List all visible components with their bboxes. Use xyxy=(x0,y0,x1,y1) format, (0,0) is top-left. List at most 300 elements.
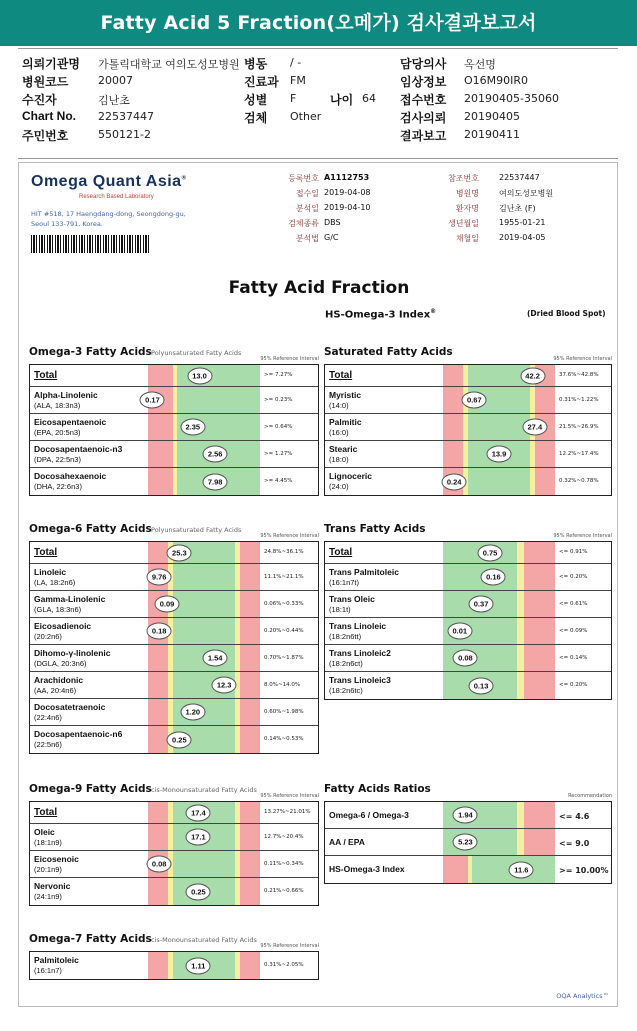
result-value-marker: 17.1 xyxy=(186,829,211,846)
result-row xyxy=(30,618,318,645)
result-row xyxy=(30,672,318,699)
range-segment xyxy=(240,645,260,671)
range-bar xyxy=(443,414,555,440)
analyte-code: (18:1n9) xyxy=(34,838,62,847)
range-segment xyxy=(240,672,260,698)
range-bar xyxy=(443,564,555,590)
result-value-marker: 5.23 xyxy=(453,834,478,851)
reference-range: 37.6%~42.8% xyxy=(559,372,599,378)
reference-range: 0.06%~0.33% xyxy=(264,600,304,607)
range-segment xyxy=(524,542,555,563)
result-row xyxy=(30,952,318,979)
omega-quant-asia-logo: Omega Quant Asia® xyxy=(31,173,187,190)
range-segment xyxy=(443,441,463,467)
section-subtitle: Polyunsaturated Fatty Acids xyxy=(151,526,242,534)
range-segment xyxy=(443,365,463,386)
analyte-code: (16:1n7t) xyxy=(329,578,360,587)
range-bar xyxy=(148,365,260,386)
result-row xyxy=(30,441,318,468)
section-omega6 xyxy=(29,523,319,783)
result-row xyxy=(325,387,611,414)
range-bar xyxy=(148,672,260,698)
analyte-name: Eicosadienoic xyxy=(34,621,92,631)
info-value: 가톨릭대학교 여의도성모병원 xyxy=(98,58,240,71)
range-segment xyxy=(535,387,555,413)
analyte-code: (18:2n6tt) xyxy=(329,632,362,641)
result-value-marker: 0.37 xyxy=(469,596,494,613)
range-segment xyxy=(148,414,173,440)
result-value-marker: 11.6 xyxy=(509,861,534,878)
info-value: 22537447 xyxy=(98,110,154,123)
section-title: Omega-9 Fatty Acids xyxy=(29,783,152,795)
reference-range: <= 0.20% xyxy=(559,573,588,580)
reference-range: 0.14%~0.53% xyxy=(264,735,304,742)
result-row xyxy=(30,591,318,618)
hs-omega3-heading: HS-Omega-3 Index® xyxy=(325,308,437,321)
range-segment xyxy=(148,802,168,823)
reference-header: 95% Reference Interval xyxy=(260,943,319,949)
analyte-code: (22:5n6) xyxy=(34,740,62,749)
analyte-name: Total xyxy=(329,547,353,558)
range-bar xyxy=(443,542,555,563)
reference-header: 95% Reference Interval xyxy=(553,533,612,539)
meta-value: 2019-04-10 xyxy=(324,203,371,212)
range-segment xyxy=(517,829,524,855)
result-row xyxy=(325,365,611,387)
analyte-code: (DPA, 22:5n3) xyxy=(34,455,81,464)
meta-label: 채혈일 xyxy=(455,234,479,243)
reference-range: 0.21%~0.66% xyxy=(264,887,304,894)
result-row xyxy=(30,726,318,753)
range-segment xyxy=(148,468,173,495)
analyte-name: Trans Linoleic2 xyxy=(329,648,391,658)
meta-value: G/C xyxy=(324,233,339,242)
result-row xyxy=(30,387,318,414)
fatty-acid-report xyxy=(18,162,618,1007)
result-value-marker: 2.56 xyxy=(203,446,228,463)
analyte-name: Eicosenoic xyxy=(34,854,79,864)
meta-value: DBS xyxy=(324,218,341,227)
reference-header: 95% Reference Interval xyxy=(260,533,319,539)
info-value: / - xyxy=(290,56,302,69)
range-bar xyxy=(148,468,260,495)
range-segment xyxy=(240,618,260,644)
analyte-name: Total xyxy=(34,547,58,558)
info-label: 수진자 xyxy=(22,93,57,107)
range-segment xyxy=(148,824,168,850)
analyte-code: (AA, 20:4n6) xyxy=(34,686,77,695)
info-value: F xyxy=(290,92,297,105)
analyte-name: Palmitic xyxy=(329,417,362,427)
range-segment xyxy=(517,542,524,563)
result-value-marker: 1.11 xyxy=(186,957,211,974)
range-bar xyxy=(443,856,555,883)
section-title: Saturated Fatty Acids xyxy=(324,346,453,358)
info-label: Chart No. xyxy=(22,109,76,123)
info-label: 결과보고 xyxy=(400,129,447,143)
result-row xyxy=(30,699,318,726)
range-bar xyxy=(148,591,260,617)
analyte-name: Trans Palmitoleic xyxy=(329,567,399,577)
range-bar xyxy=(148,542,260,563)
analyte-code: (16:0) xyxy=(329,428,349,437)
range-bar xyxy=(148,824,260,850)
analyte-code: (16:1n7) xyxy=(34,966,62,975)
info-value: 20190405-35060 xyxy=(464,92,559,105)
result-value-marker: 1.94 xyxy=(453,807,478,824)
reference-range: 12.2%~17.4% xyxy=(559,450,599,457)
analyte-code: (22:4n6) xyxy=(34,713,62,722)
range-segment xyxy=(240,726,260,753)
result-row xyxy=(30,824,318,851)
analyte-code: (EPA, 20:5n3) xyxy=(34,428,81,437)
result-value-marker: 12.3 xyxy=(212,677,237,694)
analyte-code: (DGLA, 20:3n6) xyxy=(34,659,87,668)
range-bar xyxy=(148,618,260,644)
range-segment xyxy=(240,564,260,590)
result-value-marker: 0.67 xyxy=(462,392,487,409)
result-value-marker: 9.76 xyxy=(147,569,172,586)
result-row xyxy=(325,414,611,441)
range-segment xyxy=(240,699,260,725)
result-table xyxy=(29,541,319,754)
reference-range: 0.31%~1.22% xyxy=(559,396,599,403)
range-segment xyxy=(240,851,260,877)
info-value: 64 xyxy=(362,92,376,105)
result-value-marker: 1.20 xyxy=(180,704,205,721)
reference-range: 0.70%~1.87% xyxy=(264,654,304,661)
range-segment xyxy=(173,591,236,617)
analyte-name: Trans Oleic xyxy=(329,594,375,604)
info-value: 김난초 xyxy=(98,94,130,107)
meta-value: 2019-04-08 xyxy=(324,188,371,197)
analyte-name: Trans Linoleic3 xyxy=(329,675,391,685)
result-value-marker: 13.9 xyxy=(487,446,512,463)
logo-tagline: Research Based Laboratory xyxy=(79,194,154,200)
reference-range: 0.20%~0.44% xyxy=(264,627,304,634)
analyte-name: Docosapentaenoic-n6 xyxy=(34,729,123,739)
range-segment xyxy=(173,851,236,877)
result-row xyxy=(30,802,318,824)
result-row xyxy=(325,468,611,495)
sample-type-note: (Dried Blood Spot) xyxy=(527,309,606,318)
range-segment xyxy=(240,802,260,823)
range-segment xyxy=(443,856,468,883)
result-value-marker: 17.4 xyxy=(186,804,211,821)
result-row xyxy=(30,468,318,495)
range-bar xyxy=(145,387,260,413)
range-segment xyxy=(524,564,555,590)
analyte-name: Oleic xyxy=(34,827,55,837)
info-label: 나이 xyxy=(330,93,354,107)
range-bar xyxy=(148,952,260,979)
section-trans xyxy=(324,523,612,783)
result-value-marker: 0.75 xyxy=(478,544,503,561)
reference-range: <= 9.0 xyxy=(559,838,590,848)
meta-label: 등록번호 xyxy=(288,174,319,183)
analyte-code: (24:0) xyxy=(329,482,349,491)
reference-header: Recommendation xyxy=(568,793,612,799)
result-row xyxy=(325,829,611,856)
result-row xyxy=(30,878,318,905)
range-segment xyxy=(148,365,173,386)
reference-range: >= 0.23% xyxy=(264,396,293,403)
reference-header: 95% Reference Interval xyxy=(260,356,319,362)
analyte-name: Docosahexaenoic xyxy=(34,471,107,481)
result-row xyxy=(325,564,611,591)
result-row xyxy=(325,591,611,618)
analyte-name: HS-Omega-3 Index xyxy=(329,863,405,874)
meta-label: 접수일 xyxy=(295,189,319,198)
reference-range: <= 0.91% xyxy=(559,549,588,555)
result-value-marker: 0.16 xyxy=(481,569,506,586)
meta-label: 참조번호 xyxy=(448,174,479,183)
analyte-code: (18:2n6tc) xyxy=(329,686,363,695)
analyte-code: (20:1n9) xyxy=(34,865,62,874)
info-label: 의뢰기관명 xyxy=(22,57,80,71)
reference-range: >= 0.64% xyxy=(264,423,293,430)
analyte-name: Total xyxy=(34,807,58,818)
analyte-name: Arachidonic xyxy=(34,675,84,685)
result-value-marker: 0.17 xyxy=(140,392,165,409)
range-segment xyxy=(517,672,524,699)
info-label: 성별 xyxy=(244,93,268,107)
result-row xyxy=(325,802,611,829)
analyte-code: (24:1n9) xyxy=(34,892,62,901)
analyte-name: Eicosapentaenoic xyxy=(34,417,107,427)
result-table xyxy=(29,951,319,980)
meta-label: 분석법 xyxy=(295,234,319,243)
range-segment xyxy=(535,468,555,495)
analyte-name: Dihomo-γ-linolenic xyxy=(34,648,111,658)
range-segment xyxy=(468,414,531,440)
analyte-code: (14:0) xyxy=(329,401,349,410)
reference-range: 11.1%~21.1% xyxy=(264,573,304,580)
reference-range: <= 0.09% xyxy=(559,627,588,634)
reference-header: 95% Reference Interval xyxy=(260,793,319,799)
divider xyxy=(18,158,618,159)
range-bar xyxy=(148,564,260,590)
reference-range: 0.31%~2.05% xyxy=(264,961,304,968)
range-segment xyxy=(173,618,236,644)
range-segment xyxy=(148,645,168,671)
reference-range: >= 7.27% xyxy=(264,372,293,378)
result-table xyxy=(29,801,319,906)
analyte-code: (LA, 18:2n6) xyxy=(34,578,76,587)
section-omega7 xyxy=(29,933,319,1031)
range-bar xyxy=(148,851,260,877)
info-value: 20190411 xyxy=(464,128,520,141)
result-value-marker: 0.25 xyxy=(186,883,211,900)
analyte-code: (20:2n6) xyxy=(34,632,62,641)
reference-range: 0.32%~0.78% xyxy=(559,477,599,484)
address-line: Seoul 133-791, Korea. xyxy=(31,220,103,228)
analyte-name: Total xyxy=(34,370,58,381)
range-segment xyxy=(148,878,168,905)
info-label: 담당의사 xyxy=(400,57,447,71)
meta-value: 2019-04-05 xyxy=(499,233,546,242)
range-segment xyxy=(517,591,524,617)
result-row xyxy=(30,564,318,591)
range-segment xyxy=(240,542,260,563)
reference-range: >= 4.45% xyxy=(264,477,293,484)
info-label: 주민번호 xyxy=(22,129,69,143)
meta-value: 1955-01-21 xyxy=(499,218,546,227)
meta-label: 환자명 xyxy=(455,204,479,213)
range-bar xyxy=(148,441,260,467)
footer-brand: OQA Analytics™ xyxy=(556,992,609,1000)
range-bar xyxy=(148,699,260,725)
range-segment xyxy=(148,441,173,467)
analyte-name: Total xyxy=(329,370,353,381)
analyte-name: Trans Linoleic xyxy=(329,621,387,631)
result-row xyxy=(325,856,611,883)
section-title: Omega-3 Fatty Acids xyxy=(29,346,152,358)
info-value: O16M90IR0 xyxy=(464,74,529,87)
range-bar xyxy=(443,802,555,828)
analyte-code: (18:1t) xyxy=(329,605,351,614)
analyte-name: Stearic xyxy=(329,444,358,454)
reference-range: <= 0.14% xyxy=(559,654,588,661)
result-value-marker: 7.98 xyxy=(203,473,228,490)
info-label: 접수번호 xyxy=(400,93,447,107)
range-segment xyxy=(148,726,168,753)
result-value-marker: 0.24 xyxy=(442,473,467,490)
result-table xyxy=(29,364,319,496)
reference-header: 95% Reference Interval xyxy=(553,356,612,362)
range-bar xyxy=(148,726,260,753)
divider xyxy=(18,48,618,49)
reference-range: >= 10.00% xyxy=(559,865,609,875)
section-title: Trans Fatty Acids xyxy=(324,523,426,535)
meta-label: 분석일 xyxy=(295,204,319,213)
result-value-marker: 0.09 xyxy=(155,596,180,613)
analyte-name: Docosatetraenoic xyxy=(34,702,106,712)
range-segment xyxy=(524,829,555,855)
result-row xyxy=(30,645,318,672)
range-bar xyxy=(443,591,555,617)
range-bar xyxy=(443,829,555,855)
reference-range: 21.5%~26.9% xyxy=(559,423,599,430)
range-bar xyxy=(443,645,555,671)
result-table xyxy=(324,364,612,496)
range-segment xyxy=(517,802,524,828)
reference-range: <= 4.6 xyxy=(559,811,590,821)
analyte-name: Omega-6 / Omega-3 xyxy=(329,809,409,820)
range-segment xyxy=(517,645,524,671)
result-value-marker: 2.35 xyxy=(180,419,205,436)
section-subtitle: Polyunsaturated Fatty Acids xyxy=(151,349,242,357)
range-segment xyxy=(524,645,555,671)
info-value: FM xyxy=(290,74,306,87)
reference-range: 8.0%~14.0% xyxy=(264,681,301,688)
section-title: Omega-6 Fatty Acids xyxy=(29,523,152,535)
analyte-name: Linoleic xyxy=(34,567,67,577)
reference-range: <= 0.61% xyxy=(559,600,588,607)
info-value: 550121-2 xyxy=(98,128,151,141)
reference-range: 12.7%~20.4% xyxy=(264,833,304,840)
section-subtitle: cis-Monounsaturated Fatty Acids xyxy=(151,936,257,944)
result-row xyxy=(325,542,611,564)
meta-label: 검체종류 xyxy=(288,219,319,228)
range-segment xyxy=(240,878,260,905)
range-segment xyxy=(517,564,524,590)
analyte-code: (GLA, 18:3n6) xyxy=(34,605,82,614)
range-segment xyxy=(524,591,555,617)
info-value: 20190405 xyxy=(464,110,520,123)
result-row xyxy=(325,645,611,672)
result-table xyxy=(324,801,612,884)
meta-label: 생년월일 xyxy=(448,219,479,228)
info-label: 진료과 xyxy=(244,75,279,89)
range-bar xyxy=(148,645,260,671)
result-row xyxy=(30,414,318,441)
range-bar xyxy=(443,387,555,413)
meta-value: 김난초 (F) xyxy=(499,204,536,213)
range-segment xyxy=(148,542,168,563)
result-row xyxy=(325,441,611,468)
section-subtitle: cis-Monounsaturated Fatty Acids xyxy=(151,786,257,794)
meta-value: A1112753 xyxy=(324,173,370,182)
section-title: Fatty Acids Ratios xyxy=(324,783,431,795)
range-segment xyxy=(240,824,260,850)
range-segment xyxy=(524,672,555,699)
result-value-marker: 0.18 xyxy=(147,623,172,640)
analyte-name: AA / EPA xyxy=(329,836,365,847)
range-segment xyxy=(240,591,260,617)
range-segment xyxy=(517,618,524,644)
analyte-code: (18:0) xyxy=(329,455,349,464)
reference-range: >= 1.27% xyxy=(264,450,293,457)
range-bar xyxy=(148,802,260,823)
analyte-name: Nervonic xyxy=(34,881,71,891)
analyte-name: Docosapentaenoic-n3 xyxy=(34,444,123,454)
analyte-name: Alpha-Linolenic xyxy=(34,390,98,400)
range-segment xyxy=(148,952,168,979)
range-bar xyxy=(443,468,555,495)
range-segment xyxy=(177,387,260,413)
address-line: HIT #518, 17 Haengdang-dong, Seongdong-gu, xyxy=(31,210,186,218)
result-value-marker: 0.01 xyxy=(447,623,472,640)
range-segment xyxy=(535,441,555,467)
result-value-marker: 1.54 xyxy=(203,650,228,667)
result-value-marker: 0.13 xyxy=(469,677,494,694)
result-row xyxy=(30,542,318,564)
result-value-marker: 13.0 xyxy=(187,367,212,384)
analyte-name: Lignoceric xyxy=(329,471,372,481)
result-row xyxy=(325,672,611,699)
range-bar xyxy=(443,365,555,386)
range-segment xyxy=(468,468,531,495)
analyte-name: Gamma-Linolenic xyxy=(34,594,106,604)
range-segment xyxy=(524,802,555,828)
range-segment xyxy=(443,387,463,413)
result-value-marker: 25.3 xyxy=(167,544,192,561)
reference-range: 0.60%~1.98% xyxy=(264,708,304,715)
range-segment xyxy=(173,564,236,590)
analyte-code: (18:2n6ct) xyxy=(329,659,363,668)
range-segment xyxy=(443,414,463,440)
range-bar xyxy=(443,672,555,699)
info-label: 검사의뢰 xyxy=(400,111,447,125)
range-bar xyxy=(148,414,260,440)
result-row xyxy=(325,618,611,645)
range-segment xyxy=(524,618,555,644)
result-table xyxy=(324,541,612,700)
result-row xyxy=(30,365,318,387)
info-label: 병동 xyxy=(244,57,268,71)
analyte-name: Myristic xyxy=(329,390,362,400)
